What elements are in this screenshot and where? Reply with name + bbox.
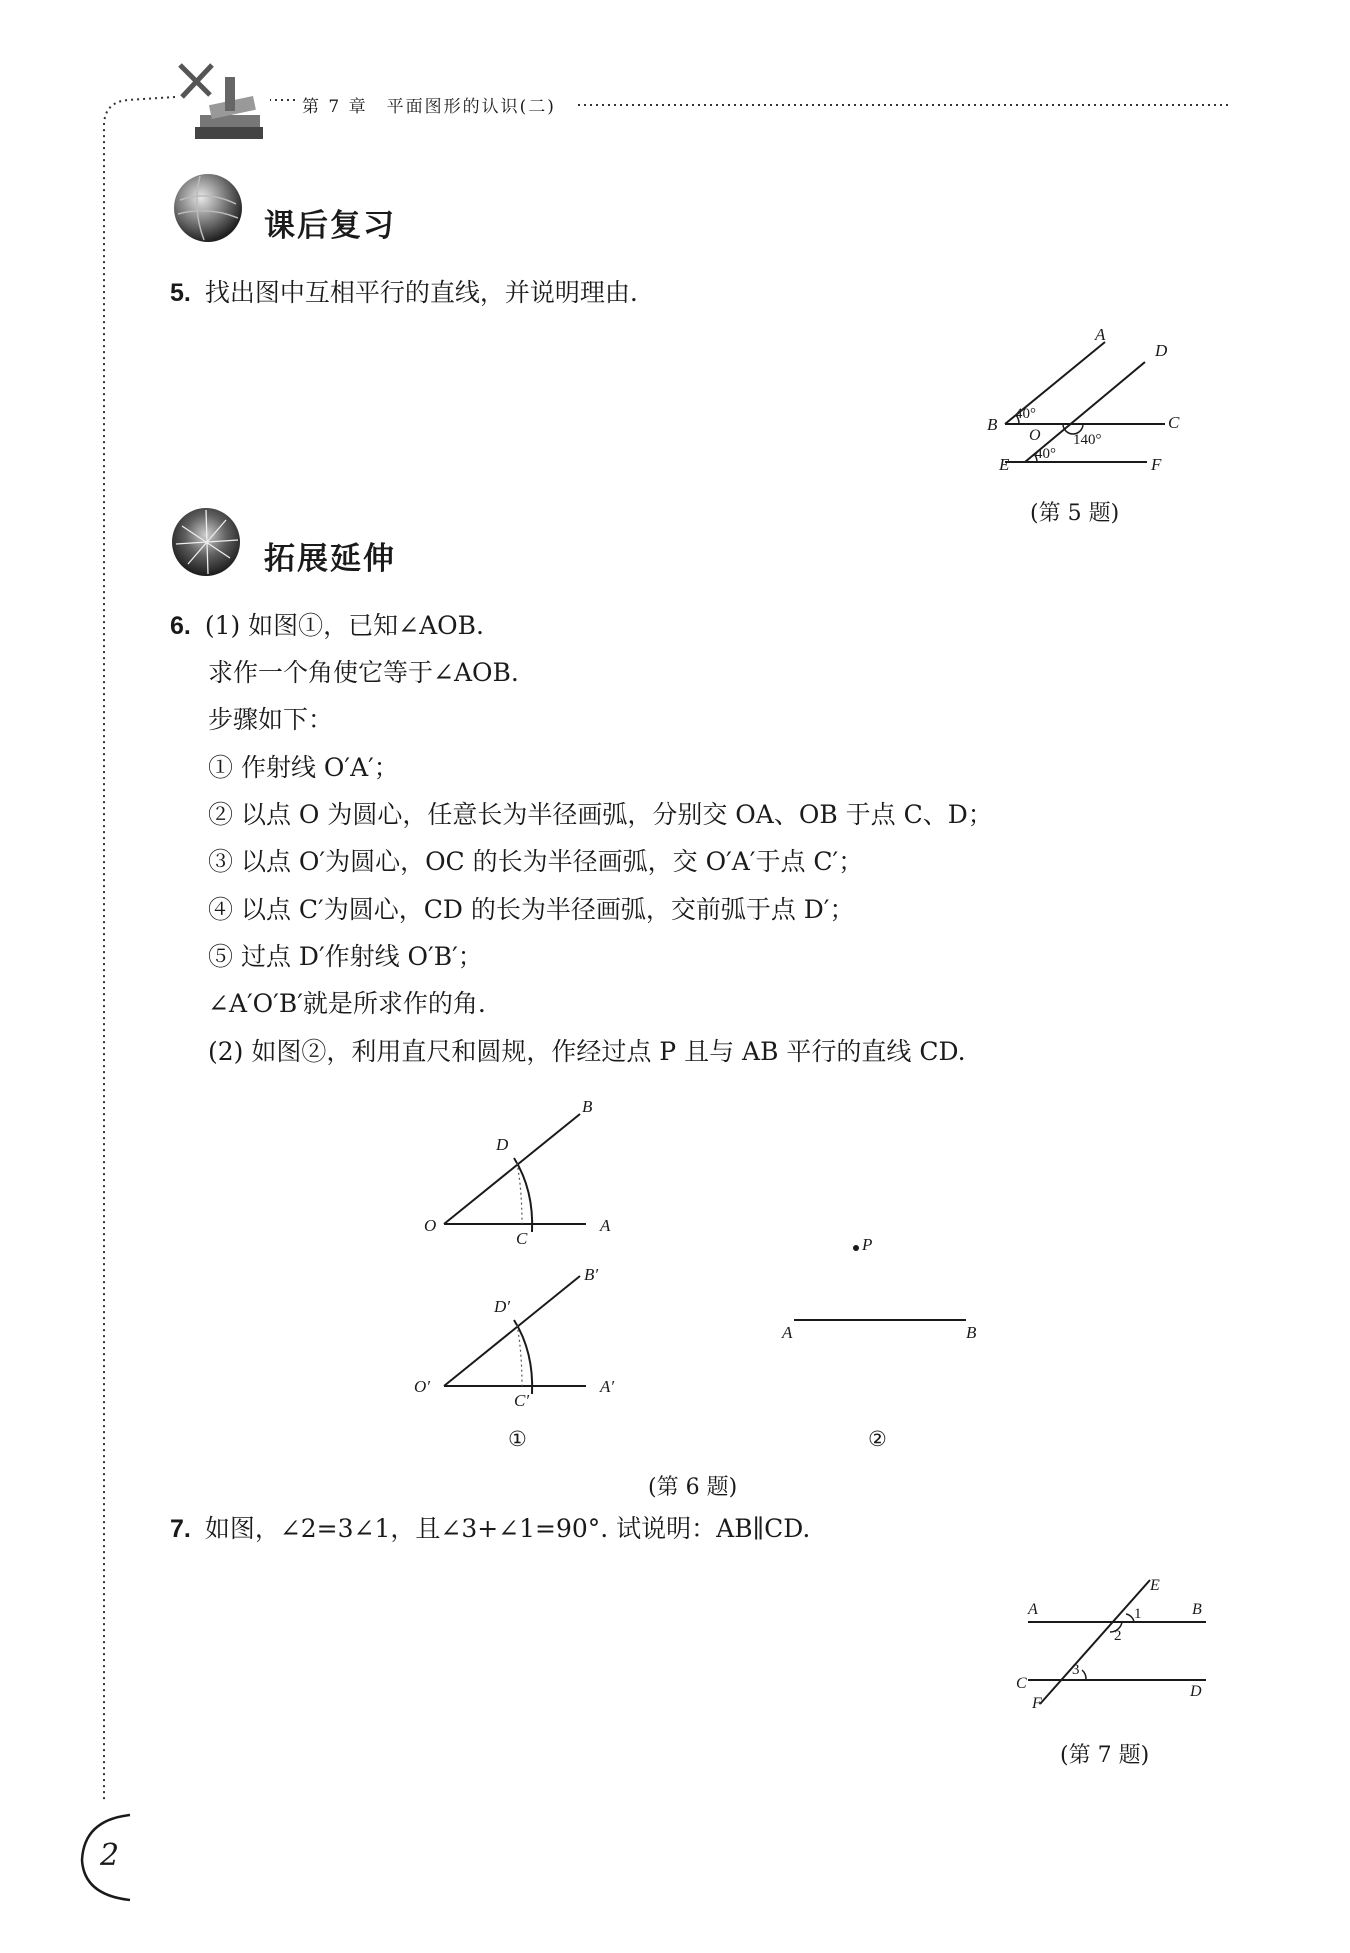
label-F: F — [1151, 455, 1162, 474]
question-number: 7. — [170, 1515, 191, 1543]
question-number: 6. — [170, 612, 191, 640]
question-6-step-1: ① 作射线 O′A′； — [208, 753, 399, 782]
label-B: B — [987, 415, 998, 434]
q7-label-C: C — [1016, 1675, 1027, 1692]
fig1-label-B: B — [582, 1100, 593, 1116]
fig1-label-O-prime: O′ — [414, 1377, 430, 1396]
chapter-header: 第 7 章 平面图形的认识(二) — [302, 97, 556, 117]
figure-7-caption: (第 7 题) — [1060, 1743, 1150, 1768]
question-6-part-1: (1) 如图①，已知∠AOB. — [204, 611, 484, 640]
starburst-icon — [168, 504, 244, 580]
question-6-conclusion: ∠A′O′B′就是所求作的角. — [208, 989, 486, 1018]
fig1-mark: ① — [508, 1427, 527, 1451]
fig1-label-A-prime: A′ — [600, 1377, 615, 1396]
figure-6-caption: (第 6 题) — [648, 1475, 738, 1500]
question-6-part-2: (2) 如图②，利用直尺和圆规，作经过点 P 且与 AB 平行的直线 CD. — [208, 1037, 966, 1066]
fig1-label-C-prime: C′ — [514, 1391, 530, 1410]
label-angle-40-bottom: 40° — [1035, 446, 1056, 462]
q7-label-2: 2 — [1114, 1628, 1122, 1644]
question-6-line-2: 求作一个角使它等于∠AOB. — [208, 658, 519, 687]
label-angle-140: 140° — [1073, 432, 1102, 448]
question-6-step-3: ③ 以点 O′为圆心，OC 的长为半径画弧，交 O′A′于点 C′； — [208, 847, 864, 876]
label-C: C — [1168, 413, 1180, 432]
figure-q6-2 — [770, 1220, 1010, 1460]
fig1-label-A: A — [600, 1216, 611, 1235]
question-6-step-2: ② 以点 O 为圆心，任意长为半径画弧，分别交 OA、OB 于点 C、D； — [208, 800, 993, 829]
label-angle-40-top: 40° — [1015, 406, 1036, 422]
question-number: 5. — [170, 279, 191, 307]
question-6-step-5: ⑤ 过点 D′作射线 O′B′； — [208, 942, 483, 971]
q7-label-A: A — [1028, 1601, 1038, 1618]
label-E: E — [999, 455, 1010, 474]
fig2-label-A: A — [782, 1323, 793, 1342]
fig1-label-B-prime: B′ — [584, 1265, 599, 1284]
question-6-line-3: 步骤如下： — [208, 705, 334, 734]
section-title-extension: 拓展延伸 — [264, 541, 396, 577]
question-5-body: 找出图中互相平行的直线，并说明理由. — [204, 278, 638, 307]
fig1-label-D: D — [496, 1135, 509, 1154]
question-7-text — [170, 1513, 810, 1545]
figure-5-caption: (第 5 题) — [1030, 501, 1120, 526]
question-7-body: 如图，∠2=3∠1，且∠3+∠1=90°. 试说明：AB∥CD. — [204, 1514, 811, 1543]
label-O: O — [1029, 427, 1041, 444]
section-title-review: 课后复习 — [264, 208, 396, 244]
page-number: 2 — [100, 1838, 120, 1873]
label-D: D — [1155, 341, 1168, 360]
figure-q5 — [975, 320, 1185, 480]
q7-label-D: D — [1190, 1683, 1202, 1700]
figure-q6-1 — [410, 1100, 640, 1460]
question-6-step-4: ④ 以点 C′为圆心，CD 的长为半径画弧，交前弧于点 D′； — [208, 895, 855, 924]
books-logo-icon — [170, 55, 275, 145]
question-6-line-1 — [170, 610, 484, 642]
fig1-label-O: O — [424, 1216, 437, 1235]
label-A: A — [1095, 325, 1106, 344]
fig1-label-C: C — [516, 1229, 528, 1248]
q7-label-1: 1 — [1134, 1606, 1142, 1622]
q7-label-E: E — [1150, 1577, 1160, 1594]
q7-label-3: 3 — [1072, 1662, 1080, 1678]
figure-q7 — [1010, 1570, 1220, 1730]
fig2-label-B: B — [966, 1323, 977, 1342]
globe-icon — [170, 170, 246, 246]
q7-label-B: B — [1192, 1601, 1202, 1618]
fig2-mark: ② — [868, 1427, 887, 1451]
fig1-label-D-prime: D′ — [494, 1297, 510, 1316]
fig2-label-P: P — [862, 1235, 873, 1254]
question-5-text — [170, 277, 638, 309]
q7-label-F: F — [1032, 1695, 1042, 1712]
